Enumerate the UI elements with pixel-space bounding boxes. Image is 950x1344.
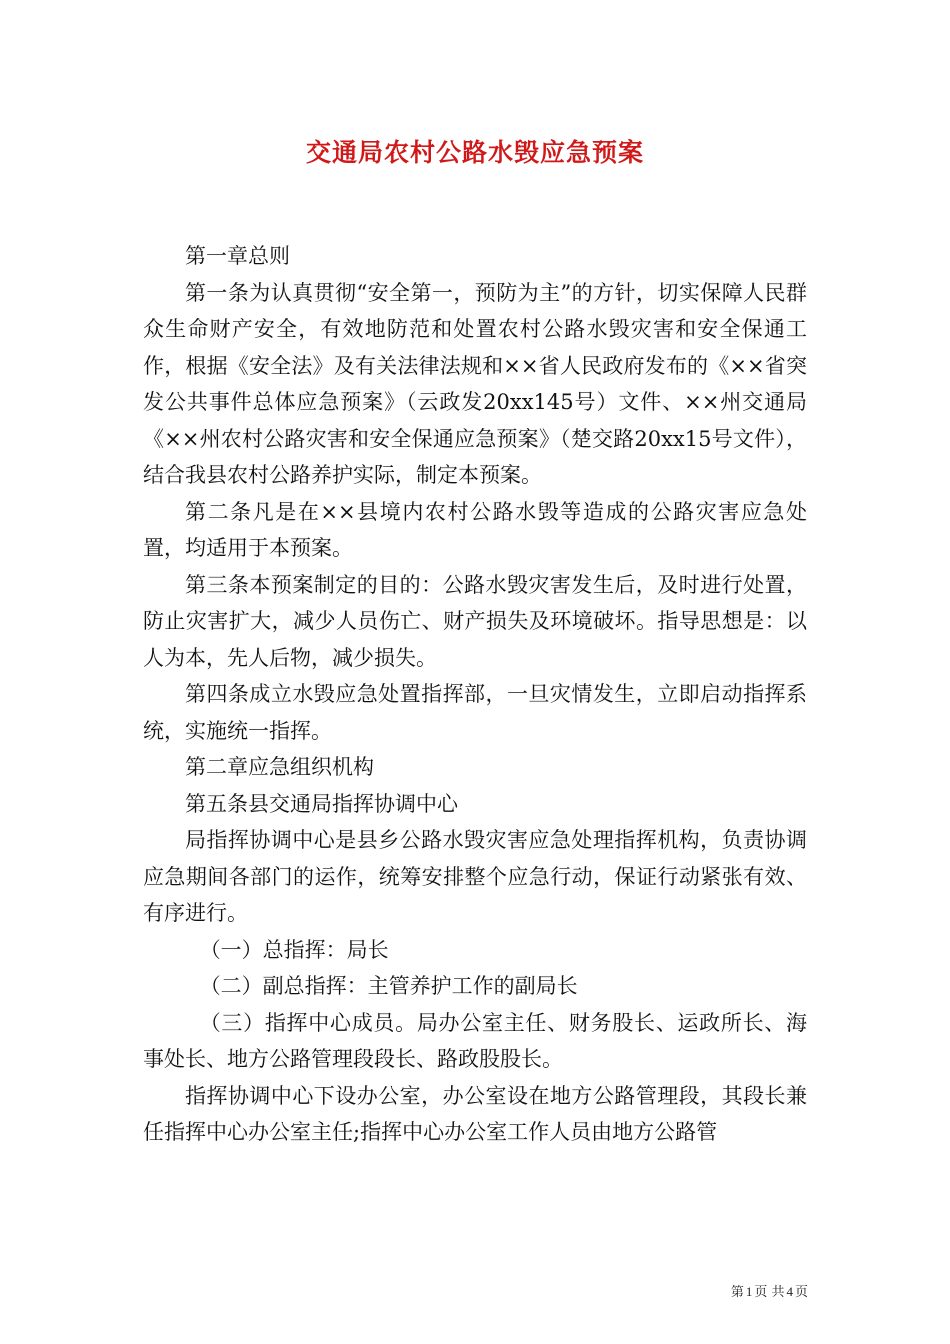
article-5: 第五条县交通局指挥协调中心 xyxy=(185,791,458,816)
footer-prefix: 第 xyxy=(730,1285,744,1300)
article-5-body: 局指挥协调中心是县乡公路水毁灾害应急处理指挥机构，负责协调应急期间各部门的运作，统筹安排整个应急行动，保证行动紧张有效、有序进行。 xyxy=(143,828,807,925)
footer-middle: 页 共 xyxy=(754,1285,785,1300)
footer-suffix: 页 xyxy=(794,1285,808,1300)
article-2: 第二条凡是在××县境内农村公路水毁等造成的公路灾害应急处置，均适用于本预案。 xyxy=(143,499,807,560)
chapter-heading-1: 第一章总则 xyxy=(185,244,290,268)
office-paragraph: 指挥协调中心下设办公室，办公室设在地方公路管理段，其段长兼任指挥中心办公室主任;指挥中心办公室工作人员由地方公路管 xyxy=(143,1083,807,1144)
article-3: 第三条本预案制定的目的：公路水毁灾害发生后，及时进行处置，防止灾害扩大，减少人员伤亡、财产损失及环境破坏。指导思想是：以人为本，先人后物，减少损失。 xyxy=(143,572,807,670)
article-1: 第一条为认真贯彻“安全第一，预防为主”的方针，切实保障人民群众生命财产安全，有效地防范和处置农村公路水毁灾害和安全保通工作，根据《安全法》及有关法律法规和××省人民政府发布的《××省突发公共事件总体应急预案》（云政发20xx145号）文件、××州交通局《××州农村公路灾害和安全保通应急预案》（楚交路20xx15号文件），结合我县农村公路养护实际，制定本预案。 xyxy=(143,280,807,487)
current-page-number: 1 xyxy=(745,1284,753,1299)
page-footer xyxy=(731,1281,808,1300)
list-item-deputy-commander: （二）副总指挥：主管养护工作的副局长 xyxy=(199,974,578,998)
chapter-heading-2: 第二章应急组织机构 xyxy=(185,755,374,779)
document-title: 交通局农村公路水毁应急预案 xyxy=(305,138,644,167)
total-page-count: 4 xyxy=(786,1284,793,1299)
list-item-center-members: （三）指挥中心成员。局办公室主任、财务股长、运政所长、海事处长、地方公路管理段段长、路政股股长。 xyxy=(143,1010,807,1071)
list-item-commander: （一）总指挥：局长 xyxy=(199,937,389,962)
article-4: 第四条成立水毁应急处置指挥部，一旦灾情发生，立即启动指挥系统，实施统一指挥。 xyxy=(143,682,807,743)
document-body xyxy=(143,238,807,1151)
